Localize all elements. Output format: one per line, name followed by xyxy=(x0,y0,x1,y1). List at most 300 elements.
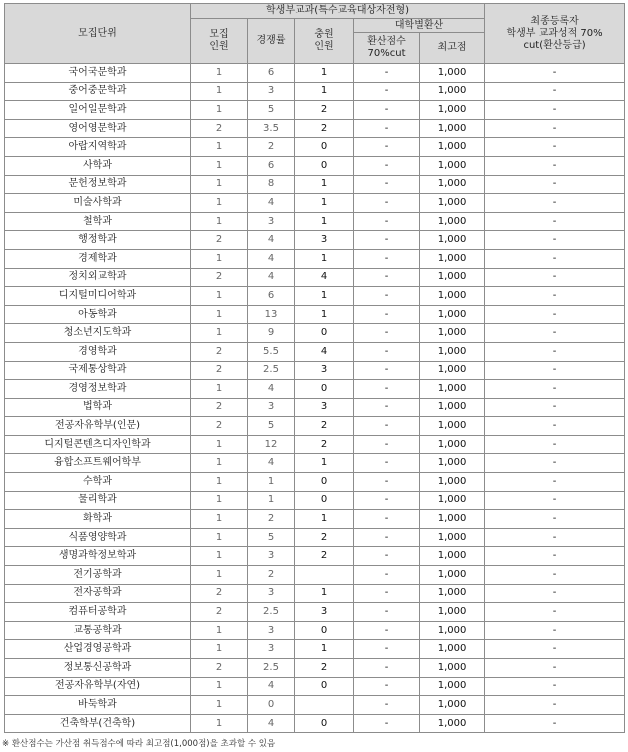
cell-dept: 정치외교학과 xyxy=(5,268,191,287)
cell-max: 1,000 xyxy=(420,398,485,417)
table-body xyxy=(5,64,625,733)
cell-max: 1,000 xyxy=(420,659,485,678)
table-row xyxy=(5,138,625,157)
cell-final-grade: - xyxy=(485,584,625,603)
cell-max: 1,000 xyxy=(420,528,485,547)
cell-max: 1,000 xyxy=(420,603,485,622)
cell-quota: 1 xyxy=(191,473,248,492)
cell-dept: 아랍지역학과 xyxy=(5,138,191,157)
cell-extra: 0 xyxy=(295,491,354,510)
cell-rate: 5 xyxy=(248,101,295,120)
cell-rate: 5 xyxy=(248,417,295,436)
cell-max: 1,000 xyxy=(420,491,485,510)
cell-final-grade: - xyxy=(485,714,625,733)
cell-rate: 3 xyxy=(248,640,295,659)
cell-quota: 1 xyxy=(191,510,248,529)
cell-conv70: - xyxy=(354,491,420,510)
cell-final-grade: - xyxy=(485,621,625,640)
cell-conv70: - xyxy=(354,231,420,250)
cell-final-grade: - xyxy=(485,473,625,492)
cell-rate: 12 xyxy=(248,435,295,454)
cell-conv70: - xyxy=(354,510,420,529)
cell-max: 1,000 xyxy=(420,231,485,250)
cell-final-grade: - xyxy=(485,119,625,138)
cell-rate: 8 xyxy=(248,175,295,194)
cell-quota: 1 xyxy=(191,287,248,306)
cell-conv70: - xyxy=(354,82,420,101)
cell-rate: 6 xyxy=(248,287,295,306)
table-row xyxy=(5,714,625,733)
cell-extra: 0 xyxy=(295,156,354,175)
cell-dept: 국어국문학과 xyxy=(5,64,191,83)
table-row xyxy=(5,603,625,622)
cell-conv70: - xyxy=(354,64,420,83)
cell-max: 1,000 xyxy=(420,82,485,101)
table-row xyxy=(5,156,625,175)
cell-max: 1,000 xyxy=(420,249,485,268)
cell-final-grade: - xyxy=(485,417,625,436)
cell-quota: 2 xyxy=(191,603,248,622)
cell-rate: 13 xyxy=(248,305,295,324)
cell-extra: 2 xyxy=(295,528,354,547)
cell-max: 1,000 xyxy=(420,621,485,640)
cell-extra xyxy=(295,696,354,715)
cell-rate: 3 xyxy=(248,82,295,101)
header-final-grade: 최종등록자 학생부 교과성적 70% cut(환산등급) xyxy=(485,4,625,64)
cell-extra: 2 xyxy=(295,119,354,138)
cell-dept: 건축학부(건축학) xyxy=(5,714,191,733)
cell-final-grade: - xyxy=(485,324,625,343)
table-row xyxy=(5,194,625,213)
table-row xyxy=(5,361,625,380)
table-row xyxy=(5,584,625,603)
cell-extra: 1 xyxy=(295,194,354,213)
cell-extra: 0 xyxy=(295,473,354,492)
cell-conv70: - xyxy=(354,249,420,268)
cell-dept: 전공자유학부(자연) xyxy=(5,677,191,696)
cell-dept: 영어영문학과 xyxy=(5,119,191,138)
cell-rate: 1 xyxy=(248,473,295,492)
cell-final-grade: - xyxy=(485,64,625,83)
cell-dept: 전공자유학부(인문) xyxy=(5,417,191,436)
cell-max: 1,000 xyxy=(420,287,485,306)
table-row xyxy=(5,417,625,436)
header-univ: 대학별환산 xyxy=(354,19,485,33)
cell-max: 1,000 xyxy=(420,175,485,194)
cell-max: 1,000 xyxy=(420,194,485,213)
header-max: 최고점 xyxy=(420,33,485,64)
cell-dept: 철학과 xyxy=(5,212,191,231)
cell-rate: 4 xyxy=(248,677,295,696)
cell-quota: 1 xyxy=(191,324,248,343)
cell-max: 1,000 xyxy=(420,305,485,324)
cell-final-grade: - xyxy=(485,510,625,529)
cell-rate: 0 xyxy=(248,696,295,715)
cell-final-grade: - xyxy=(485,231,625,250)
footnote: ※ 환산점수는 가산점 취득점수에 따라 최고점(1,000점)을 초과할 수 있음 xyxy=(2,739,276,749)
cell-extra: 4 xyxy=(295,268,354,287)
cell-extra: 2 xyxy=(295,659,354,678)
cell-extra: 1 xyxy=(295,82,354,101)
cell-extra: 2 xyxy=(295,435,354,454)
table-row xyxy=(5,231,625,250)
table-row xyxy=(5,175,625,194)
cell-rate: 3 xyxy=(248,547,295,566)
table-row xyxy=(5,566,625,585)
cell-conv70: - xyxy=(354,101,420,120)
table-row xyxy=(5,435,625,454)
cell-rate: 3 xyxy=(248,212,295,231)
cell-quota: 2 xyxy=(191,398,248,417)
cell-max: 1,000 xyxy=(420,212,485,231)
cell-quota: 2 xyxy=(191,584,248,603)
cell-max: 1,000 xyxy=(420,435,485,454)
cell-final-grade: - xyxy=(485,194,625,213)
cell-quota: 1 xyxy=(191,305,248,324)
cell-quota: 1 xyxy=(191,547,248,566)
cell-rate: 2.5 xyxy=(248,659,295,678)
cell-max: 1,000 xyxy=(420,677,485,696)
table-row xyxy=(5,101,625,120)
cell-dept: 수학과 xyxy=(5,473,191,492)
cell-quota: 1 xyxy=(191,249,248,268)
cell-dept: 디지털콘텐츠디자인학과 xyxy=(5,435,191,454)
cell-max: 1,000 xyxy=(420,101,485,120)
table-row xyxy=(5,212,625,231)
cell-dept: 물리학과 xyxy=(5,491,191,510)
cell-quota: 1 xyxy=(191,64,248,83)
cell-final-grade: - xyxy=(485,547,625,566)
cell-rate: 3 xyxy=(248,621,295,640)
cell-final-grade: - xyxy=(485,528,625,547)
cell-conv70: - xyxy=(354,714,420,733)
cell-quota: 2 xyxy=(191,659,248,678)
cell-quota: 1 xyxy=(191,101,248,120)
cell-rate: 2 xyxy=(248,510,295,529)
cell-final-grade: - xyxy=(485,249,625,268)
table-row xyxy=(5,380,625,399)
cell-conv70: - xyxy=(354,287,420,306)
cell-extra: 0 xyxy=(295,380,354,399)
cell-extra: 1 xyxy=(295,64,354,83)
cell-quota: 2 xyxy=(191,119,248,138)
cell-extra: 3 xyxy=(295,398,354,417)
cell-rate: 4 xyxy=(248,268,295,287)
cell-conv70: - xyxy=(354,361,420,380)
header-rate: 경쟁률 xyxy=(248,19,295,64)
cell-conv70: - xyxy=(354,566,420,585)
table-row xyxy=(5,64,625,83)
table-row xyxy=(5,491,625,510)
cell-final-grade: - xyxy=(485,82,625,101)
cell-final-grade: - xyxy=(485,361,625,380)
table-row xyxy=(5,621,625,640)
cell-dept: 일어일문학과 xyxy=(5,101,191,120)
table-row xyxy=(5,119,625,138)
cell-final-grade: - xyxy=(485,640,625,659)
cell-max: 1,000 xyxy=(420,156,485,175)
cell-rate: 2 xyxy=(248,138,295,157)
cell-max: 1,000 xyxy=(420,138,485,157)
cell-final-grade: - xyxy=(485,677,625,696)
cell-final-grade: - xyxy=(485,398,625,417)
cell-max: 1,000 xyxy=(420,566,485,585)
cell-extra: 1 xyxy=(295,640,354,659)
cell-quota: 1 xyxy=(191,175,248,194)
cell-conv70: - xyxy=(354,268,420,287)
cell-rate: 3.5 xyxy=(248,119,295,138)
cell-rate: 4 xyxy=(248,714,295,733)
cell-dept: 화학과 xyxy=(5,510,191,529)
cell-conv70: - xyxy=(354,640,420,659)
cell-extra: 2 xyxy=(295,417,354,436)
cell-quota: 1 xyxy=(191,714,248,733)
cell-extra: 0 xyxy=(295,714,354,733)
table-row xyxy=(5,473,625,492)
table-row xyxy=(5,454,625,473)
table-row xyxy=(5,640,625,659)
cell-max: 1,000 xyxy=(420,584,485,603)
cell-extra: 0 xyxy=(295,324,354,343)
cell-quota: 1 xyxy=(191,528,248,547)
cell-conv70: - xyxy=(354,212,420,231)
cell-extra: 1 xyxy=(295,249,354,268)
cell-dept: 행정학과 xyxy=(5,231,191,250)
cell-rate: 2.5 xyxy=(248,361,295,380)
cell-extra: 0 xyxy=(295,138,354,157)
cell-dept: 산업경영공학과 xyxy=(5,640,191,659)
header-group: 학생부교과(특수교육대상자전형) xyxy=(191,4,485,19)
cell-final-grade: - xyxy=(485,212,625,231)
cell-extra: 1 xyxy=(295,175,354,194)
cell-quota: 1 xyxy=(191,435,248,454)
cell-conv70: - xyxy=(354,696,420,715)
cell-quota: 1 xyxy=(191,380,248,399)
cell-quota: 1 xyxy=(191,212,248,231)
cell-extra: 4 xyxy=(295,342,354,361)
table-header xyxy=(5,4,625,64)
cell-conv70: - xyxy=(354,547,420,566)
cell-max: 1,000 xyxy=(420,380,485,399)
cell-final-grade: - xyxy=(485,305,625,324)
table-row xyxy=(5,528,625,547)
cell-rate: 9 xyxy=(248,324,295,343)
cell-conv70: - xyxy=(354,119,420,138)
cell-extra: 2 xyxy=(295,547,354,566)
cell-dept: 전기공학과 xyxy=(5,566,191,585)
cell-dept: 미술사학과 xyxy=(5,194,191,213)
cell-rate: 4 xyxy=(248,249,295,268)
cell-dept: 사학과 xyxy=(5,156,191,175)
cell-max: 1,000 xyxy=(420,714,485,733)
header-extra: 충원 인원 xyxy=(295,19,354,64)
cell-rate: 5.5 xyxy=(248,342,295,361)
cell-conv70: - xyxy=(354,603,420,622)
header-quota: 모집 인원 xyxy=(191,19,248,64)
cell-conv70: - xyxy=(354,435,420,454)
cell-extra: 1 xyxy=(295,584,354,603)
cell-quota: 2 xyxy=(191,342,248,361)
header-dept: 모집단위 xyxy=(5,4,191,64)
cell-quota: 2 xyxy=(191,268,248,287)
table-row xyxy=(5,249,625,268)
cell-dept: 청소년지도학과 xyxy=(5,324,191,343)
cell-extra: 3 xyxy=(295,231,354,250)
cell-rate: 6 xyxy=(248,64,295,83)
cell-final-grade: - xyxy=(485,138,625,157)
cell-conv70: - xyxy=(354,342,420,361)
table-row xyxy=(5,82,625,101)
cell-quota: 1 xyxy=(191,156,248,175)
cell-quota: 1 xyxy=(191,138,248,157)
cell-max: 1,000 xyxy=(420,342,485,361)
cell-rate: 2.5 xyxy=(248,603,295,622)
cell-conv70: - xyxy=(354,156,420,175)
cell-conv70: - xyxy=(354,473,420,492)
cell-rate: 6 xyxy=(248,156,295,175)
cell-dept: 전자공학과 xyxy=(5,584,191,603)
cell-dept: 교통공학과 xyxy=(5,621,191,640)
cell-rate: 5 xyxy=(248,528,295,547)
cell-max: 1,000 xyxy=(420,268,485,287)
cell-final-grade: - xyxy=(485,268,625,287)
cell-quota: 1 xyxy=(191,82,248,101)
cell-final-grade: - xyxy=(485,380,625,399)
table-row xyxy=(5,398,625,417)
cell-dept: 식품영양학과 xyxy=(5,528,191,547)
cell-max: 1,000 xyxy=(420,473,485,492)
cell-quota: 1 xyxy=(191,454,248,473)
cell-final-grade: - xyxy=(485,696,625,715)
cell-dept: 생명과학정보학과 xyxy=(5,547,191,566)
cell-final-grade: - xyxy=(485,175,625,194)
cell-final-grade: - xyxy=(485,603,625,622)
cell-rate: 4 xyxy=(248,194,295,213)
cell-max: 1,000 xyxy=(420,640,485,659)
cell-dept: 경영정보학과 xyxy=(5,380,191,399)
header-conv70: 환산점수 70%cut xyxy=(354,33,420,64)
cell-dept: 디지털미디어학과 xyxy=(5,287,191,306)
cell-rate: 1 xyxy=(248,491,295,510)
cell-extra: 1 xyxy=(295,510,354,529)
cell-rate: 4 xyxy=(248,380,295,399)
admission-table xyxy=(4,3,625,733)
cell-dept: 경제학과 xyxy=(5,249,191,268)
cell-extra: 0 xyxy=(295,677,354,696)
table-row xyxy=(5,510,625,529)
table-row xyxy=(5,324,625,343)
table-row xyxy=(5,696,625,715)
cell-max: 1,000 xyxy=(420,696,485,715)
cell-conv70: - xyxy=(354,138,420,157)
cell-dept: 법학과 xyxy=(5,398,191,417)
cell-conv70: - xyxy=(354,324,420,343)
cell-final-grade: - xyxy=(485,156,625,175)
cell-dept: 융합소프트웨어학부 xyxy=(5,454,191,473)
cell-dept: 아동학과 xyxy=(5,305,191,324)
cell-dept: 바둑학과 xyxy=(5,696,191,715)
cell-extra: 0 xyxy=(295,621,354,640)
cell-dept: 컴퓨터공학과 xyxy=(5,603,191,622)
cell-rate: 4 xyxy=(248,454,295,473)
cell-conv70: - xyxy=(354,380,420,399)
cell-quota: 1 xyxy=(191,696,248,715)
cell-extra xyxy=(295,566,354,585)
cell-quota: 1 xyxy=(191,194,248,213)
table-row xyxy=(5,659,625,678)
cell-final-grade: - xyxy=(485,454,625,473)
table-row xyxy=(5,305,625,324)
cell-final-grade: - xyxy=(485,659,625,678)
cell-quota: 1 xyxy=(191,491,248,510)
cell-extra: 1 xyxy=(295,287,354,306)
cell-rate: 4 xyxy=(248,231,295,250)
cell-max: 1,000 xyxy=(420,547,485,566)
table-row xyxy=(5,268,625,287)
cell-conv70: - xyxy=(354,659,420,678)
cell-quota: 1 xyxy=(191,621,248,640)
cell-conv70: - xyxy=(354,417,420,436)
cell-final-grade: - xyxy=(485,566,625,585)
cell-conv70: - xyxy=(354,175,420,194)
cell-conv70: - xyxy=(354,528,420,547)
cell-final-grade: - xyxy=(485,101,625,120)
cell-conv70: - xyxy=(354,677,420,696)
cell-extra: 1 xyxy=(295,454,354,473)
cell-rate: 2 xyxy=(248,566,295,585)
cell-quota: 2 xyxy=(191,231,248,250)
cell-extra: 1 xyxy=(295,212,354,231)
cell-quota: 1 xyxy=(191,677,248,696)
cell-extra: 1 xyxy=(295,305,354,324)
cell-max: 1,000 xyxy=(420,64,485,83)
table-row xyxy=(5,547,625,566)
cell-final-grade: - xyxy=(485,287,625,306)
table-row xyxy=(5,342,625,361)
cell-max: 1,000 xyxy=(420,324,485,343)
cell-max: 1,000 xyxy=(420,454,485,473)
cell-conv70: - xyxy=(354,305,420,324)
cell-extra: 3 xyxy=(295,361,354,380)
cell-max: 1,000 xyxy=(420,510,485,529)
cell-dept: 국제통상학과 xyxy=(5,361,191,380)
cell-max: 1,000 xyxy=(420,119,485,138)
cell-conv70: - xyxy=(354,621,420,640)
cell-dept: 경영학과 xyxy=(5,342,191,361)
table-row xyxy=(5,287,625,306)
cell-conv70: - xyxy=(354,454,420,473)
cell-conv70: - xyxy=(354,584,420,603)
cell-quota: 1 xyxy=(191,566,248,585)
cell-dept: 중어중문학과 xyxy=(5,82,191,101)
cell-dept: 문헌정보학과 xyxy=(5,175,191,194)
cell-quota: 1 xyxy=(191,640,248,659)
cell-rate: 3 xyxy=(248,584,295,603)
cell-max: 1,000 xyxy=(420,361,485,380)
cell-quota: 2 xyxy=(191,361,248,380)
cell-max: 1,000 xyxy=(420,417,485,436)
cell-conv70: - xyxy=(354,398,420,417)
cell-rate: 3 xyxy=(248,398,295,417)
cell-final-grade: - xyxy=(485,435,625,454)
cell-final-grade: - xyxy=(485,342,625,361)
cell-extra: 2 xyxy=(295,101,354,120)
table-row xyxy=(5,677,625,696)
cell-conv70: - xyxy=(354,194,420,213)
cell-extra: 3 xyxy=(295,603,354,622)
cell-final-grade: - xyxy=(485,491,625,510)
cell-quota: 2 xyxy=(191,417,248,436)
